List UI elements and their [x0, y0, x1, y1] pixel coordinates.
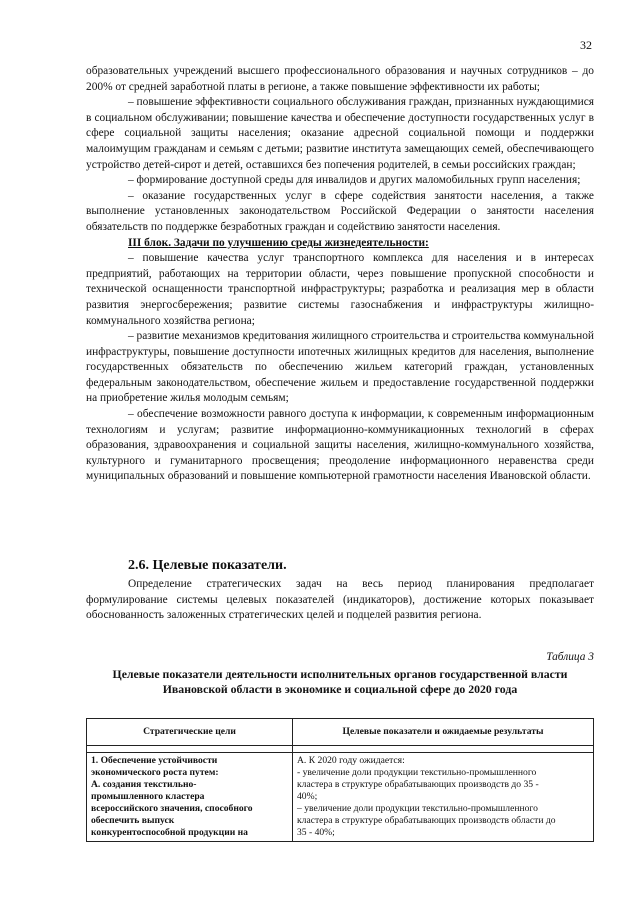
indicator-line: 35 - 40%; [297, 827, 335, 838]
paragraph: – повышение качества услуг транспортного комплекса для населения и в интересах предприятий, работающих на территории области, через повышение пропускной способности и технической оснащенности транспортной инфраструктуры; разработка и реализация мер в области развития энергосбережения; развитие системы газоснабжения и инфраструктуры жилищно-коммунального хозяйства региона; [86, 252, 594, 327]
goal-line: экономического роста путем: [91, 767, 219, 778]
paragraph: – развитие механизмов кредитования жилищного строительства и строительства коммунальной инфраструктуры, повышение доступности ипотечных жилищных кредитов для населения, выполнение государственных обязательств по обеспечению жильем категорий граждан, установленных федеральным законодательством, обеспечение жильем и предоставление государственной поддержки на приобретение жилья молодым семьям; [86, 330, 594, 405]
paragraph: – оказание государственных услуг в сфере содействия занятости населения, а также выполнение установленных законодательством Российской Федерации о занятости населения обязательств по поддержке безработных граждан и содействию занятости населения. [86, 189, 594, 233]
goal-line: А. создания текстильно- [91, 779, 197, 790]
page-number: 32 [580, 38, 592, 52]
paragraph: – повышение эффективности социального обслуживания граждан, признанных нуждающимися в социальном обслуживании; повышение качества и обеспечение доступности государственных услуг в сфере социальной защиты населения; оказание адресной социальной помощи и поддержки малоимущим гражданам и семьям с детьми; развитие института замещающих семей, обеспечивающего устройство детей-сирот и детей, оставшихся без попечения родителей, в семьи российских граждан; [86, 96, 594, 171]
indicator-cell [293, 753, 594, 842]
body-text [86, 64, 594, 485]
paragraph: – обеспечение возможности равного доступа к информации, к современным информационным технологиям и услугам; развитие информационно-коммуникационных технологий в сферах образования, здравоохранения и социальной защиты населения, жилищно-коммунального хозяйства, культурного и гуманитарного просвещения; преодоление информационного неравенства среди муниципальных образований и повышение компьютерной грамотности населения Ивановской области. [86, 408, 594, 483]
table-spacer-row [87, 746, 594, 753]
table-cell [87, 746, 293, 753]
indicator-line: кластера в структуре обрабатывающих производств области до [297, 815, 556, 826]
section-text [86, 577, 594, 624]
indicator-line: А. К 2020 году ожидается: [297, 755, 405, 766]
block-heading: III блок. Задачи по улучшению среды жизнедеятельности: [128, 236, 429, 249]
goal-cell [87, 753, 293, 842]
table-row [87, 753, 594, 842]
indicator-line: – увеличение доли продукции текстильно-промышленного [297, 803, 538, 814]
goal-line: промышленного кластера [91, 791, 205, 802]
column-header-goals: Стратегические цели [87, 719, 293, 746]
table-header-row [87, 719, 594, 746]
goal-line: конкурентоспособной продукции на [91, 827, 248, 838]
indicator-line: - увеличение доли продукции текстильно-промышленного [297, 767, 537, 778]
table-caption: Целевые показатели деятельности исполнительных органов государственной власти Ивановской области в экономике и социальной сфере до 2020 года [112, 667, 568, 696]
section-heading: 2.6. Целевые показатели. [128, 558, 287, 573]
indicator-line: 40%; [297, 791, 318, 802]
indicator-line: кластера в структуре обрабатывающих производств до 35 - [297, 779, 539, 790]
table-label: Таблица 3 [546, 651, 594, 663]
goal-line: 1. Обеспечение устойчивости [91, 755, 218, 766]
goals-table [86, 718, 594, 842]
table-cell [293, 746, 594, 753]
goal-line: обеспечить выпуск [91, 815, 175, 826]
column-header-indicators: Целевые показатели и ожидаемые результаты [293, 719, 594, 746]
paragraph: Определение стратегических задач на весь период планирования предполагает формулирование системы целевых показателей (индикаторов), достижение которых показывает обоснованность заложенных стратегических целей и подцелей развития региона. [86, 578, 594, 622]
paragraph: образовательных учреждений высшего профессионального образования и научных сотрудников – до 200% от средней заработной платы в регионе, а также повышение эффективности их работы; [86, 65, 594, 93]
paragraph: – формирование доступной среды для инвалидов и других маломобильных групп населения; [128, 174, 581, 187]
goal-line: всероссийского значения, способного [91, 803, 253, 814]
